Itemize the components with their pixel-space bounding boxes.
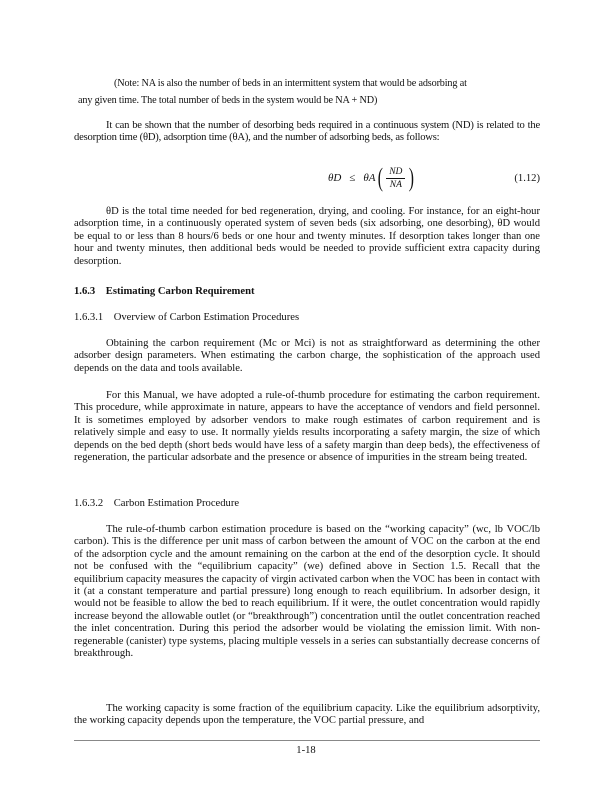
paragraph-rule: The rule-of-thumb carbon estimation procedure is based on the “working capacity” (wc, lb VOC/lb carbon). This is the difference per unit mass of carbon between the amount of VOC on the carbon at the end of the adsorption cycle and the amount remaining on the carbon at the end of the desorption cycle. It should not be confused with the “equilibrium capacity” (we) defined above in Section 1.5. Recall that the equilibrium capacity measures the capacity of virgin activated carbon when the VOC has been in contact with it (at a constant temperature and partial pressure) long enough to reach equilibrium. In adsorber design, it would not be feasible to allow the bed to reach equilibrium. If it were, the outlet concentration would rapidly increase beyond the allowable outlet (or “breakthrough”) concentration until the outlet concentration reached the inlet concentration. During this period the adsorber would be violating the emission limit. With non-regenerable (canister) type systems, placing multiple vessels in a series can substantially decrease concerns of breakthrough. <box>74 524 540 660</box>
eq-denominator: NA <box>389 179 402 190</box>
subsection-heading-1-6-3-1: 1.6.3.1 Overview of Carbon Estimation Procedures <box>74 312 300 323</box>
equation-1-12 <box>74 163 540 197</box>
rule-paragraph-block <box>74 524 540 660</box>
paragraph-manual: For this Manual, we have adopted a rule-of-thumb procedure for estimating the carbon requirement. This procedure, while approximate in nature, appears to have the acceptance of vendors and field personnel. It is sometimes employed by adsorber vendors to make rough estimates of carbon requirement and is relatively simple and easy to use. It normally yields results incorporating a safety margin, the size of which depends on the bed depth (short beds would have less of a safety margin than deep beds), the effectiveness of regeneration, the particular adsorbate and the presence or absence of impurities in the stream being treated. <box>74 390 540 464</box>
equation-number: (1.12) <box>514 173 540 184</box>
subsection-heading-block <box>74 312 540 324</box>
subsection-heading-2-block <box>74 498 540 510</box>
paragraph-theta: θD is the total time needed for bed regeneration, drying, and cooling. For instance, for an eight-hour adsorption time, in a continuously operated system of seven beds (six adsorbing, one desorbing), θD would be equal to or less than 8 hours/6 beds or one hour and twenty minutes. If desorption takes longer than one hour and twenty minutes, then additional beds would be needed to provide sufficient extra capacity during desorption. <box>74 206 540 267</box>
overview-paragraph-block <box>74 338 540 375</box>
equation-body <box>328 165 416 191</box>
note-line-1: (Note: NA is also the number of beds in an intermittent system that would be adsorbing at <box>114 78 467 89</box>
section-heading-block <box>74 286 540 298</box>
working-paragraph-block <box>74 703 540 728</box>
paragraph-overview: Obtaining the carbon requirement (Mc or Mci) is not as straightforward as determining the other adsorber design parameters. When estimating the carbon charge, the sophistication of the approach used depends on the data and tools available. <box>74 338 540 374</box>
paragraph-shown: It can be shown that the number of desorbing beds required in a continuous system (ND) is related to the desorption time (θD), adsorption time (θA), and the number of adsorbing beds, as follows: <box>74 120 540 144</box>
footer-divider <box>74 740 540 741</box>
subsection-heading-1-6-3-2: 1.6.3.2 Carbon Estimation Procedure <box>74 498 240 509</box>
note-block <box>74 75 544 109</box>
note-line-2: any given time. The total number of beds in the system would be NA + ND) <box>78 95 378 106</box>
eq-left-paren: ( <box>377 163 383 192</box>
manual-paragraph-block <box>74 390 540 464</box>
eq-lhs: θD <box>328 172 342 184</box>
eq-theta-a: θA <box>363 172 376 184</box>
theta-paragraph-block <box>74 206 540 268</box>
page-number: 1-18 <box>296 745 316 756</box>
shown-paragraph-block <box>74 120 540 145</box>
section-heading-1-6-3: 1.6.3 Estimating Carbon Requirement <box>74 286 255 297</box>
paragraph-working: The working capacity is some fraction of the equilibrium capacity. Like the equilibrium adsorptivity, the working capacity depends upon the temperature, the VOC partial pressure, and <box>74 703 540 727</box>
eq-numerator: ND <box>386 167 405 179</box>
eq-relation: ≤ <box>349 172 356 184</box>
eq-fraction <box>386 167 405 190</box>
eq-right-paren: ) <box>409 163 415 192</box>
